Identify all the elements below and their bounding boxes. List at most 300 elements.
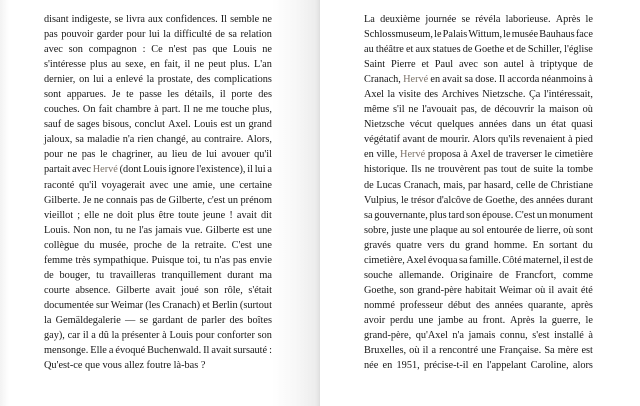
text-line xyxy=(364,208,593,223)
word: Française. xyxy=(499,345,542,357)
word: années xyxy=(536,194,565,206)
word: ne xyxy=(408,104,419,116)
word: celle xyxy=(516,179,536,191)
text-run: Qu'est-ce que vous allez foutre là-bas ? xyxy=(44,360,206,372)
word: avait xyxy=(442,74,463,86)
word: une xyxy=(257,239,272,251)
word: au xyxy=(191,134,202,146)
word: que xyxy=(212,44,228,56)
word: : xyxy=(269,345,272,357)
word: être xyxy=(158,209,175,221)
text-line xyxy=(44,268,272,283)
word: conclut xyxy=(134,119,165,131)
word: ne xyxy=(93,194,104,206)
word: garder xyxy=(96,29,124,41)
word: à xyxy=(463,149,468,161)
word: de xyxy=(473,194,483,206)
word: trouvèrent xyxy=(438,164,481,176)
word: peut xyxy=(208,59,226,71)
word: jamais xyxy=(155,224,183,236)
word: avant xyxy=(402,134,425,146)
word: du xyxy=(582,239,593,251)
word: allemande. xyxy=(399,269,444,281)
word: sont xyxy=(575,224,593,236)
text-line xyxy=(44,102,272,117)
word: en xyxy=(364,149,374,161)
word: une xyxy=(418,314,434,326)
word: couches. xyxy=(44,104,80,116)
word: quatre xyxy=(396,239,422,251)
word: connais xyxy=(106,194,138,206)
text-line xyxy=(44,298,272,313)
word: cimetière, xyxy=(364,254,405,266)
word: C'est xyxy=(231,239,252,251)
word: n'est xyxy=(168,44,187,56)
word: tu xyxy=(114,224,123,236)
word: Je xyxy=(111,89,121,101)
word: par xyxy=(468,179,482,191)
word: L'an xyxy=(254,59,272,71)
text-line xyxy=(44,223,272,238)
word: avec xyxy=(72,164,91,176)
word: indigeste, xyxy=(71,14,112,25)
word: prostate, xyxy=(157,74,193,86)
text-line xyxy=(364,12,593,27)
word: de xyxy=(538,179,548,191)
word: Goethe, xyxy=(485,194,518,206)
word: cimetière xyxy=(554,149,593,161)
text-line xyxy=(44,42,272,57)
word: grand xyxy=(465,239,489,251)
word: est xyxy=(570,254,582,266)
word: le xyxy=(434,29,442,41)
word: il xyxy=(184,59,191,71)
word: est xyxy=(220,119,232,131)
word: état xyxy=(551,119,567,131)
word: le xyxy=(585,314,593,326)
word: au xyxy=(460,224,470,236)
word: chagriner, xyxy=(111,149,153,161)
word: n'as xyxy=(214,254,230,266)
word: Schiller, xyxy=(527,44,563,56)
word: son xyxy=(483,59,498,71)
word: avait xyxy=(236,209,257,221)
word: comme xyxy=(562,269,593,281)
word: prénom xyxy=(240,194,272,206)
word: qu'il xyxy=(78,179,97,191)
word: La xyxy=(364,14,375,25)
word: l'as xyxy=(138,224,153,236)
word: dit xyxy=(261,209,272,221)
word: maison xyxy=(549,104,579,116)
word: a xyxy=(267,164,272,176)
word: partait xyxy=(44,164,71,176)
word: pas, xyxy=(460,104,478,116)
word: à xyxy=(162,329,167,341)
word: les xyxy=(167,89,179,101)
word: Gilberte xyxy=(205,224,240,236)
word: l'existence), xyxy=(196,164,246,176)
word: nommé xyxy=(364,299,395,311)
word: lui xyxy=(254,164,266,176)
word: entourée xyxy=(486,224,523,236)
word: revenaient xyxy=(522,134,566,146)
word: Axel xyxy=(406,254,427,266)
word: musée, xyxy=(99,239,129,251)
word: tu xyxy=(203,254,212,266)
word: habitait xyxy=(465,284,496,296)
word: Non xyxy=(73,224,91,236)
word: traverser xyxy=(505,149,542,161)
word: de xyxy=(520,164,531,176)
text-line xyxy=(44,147,272,162)
word: Christiane xyxy=(550,179,593,191)
word: grand xyxy=(248,119,272,131)
text-line xyxy=(44,162,272,177)
word: Weimar xyxy=(499,284,532,296)
word: gouvernante, xyxy=(374,209,428,221)
word: il xyxy=(563,254,569,266)
right-page[interactable] xyxy=(320,0,640,406)
word: ne xyxy=(103,209,114,221)
word: boîtes xyxy=(247,314,272,326)
text-line xyxy=(364,27,593,42)
word: de xyxy=(64,119,75,131)
word: ignore xyxy=(168,164,195,176)
word: sont xyxy=(44,89,62,101)
word: Goethe xyxy=(474,44,505,56)
word: le xyxy=(503,29,511,41)
word: Ça xyxy=(528,89,541,101)
word: rencontré xyxy=(439,345,479,357)
word: mais, xyxy=(443,179,466,191)
word: son xyxy=(466,209,481,221)
word: le xyxy=(585,14,593,25)
word: il xyxy=(548,284,555,296)
word: il xyxy=(82,329,89,341)
word: Cranach, xyxy=(364,74,401,86)
word: pour xyxy=(44,149,63,161)
word: Lucas xyxy=(376,179,402,191)
word: envie xyxy=(249,254,272,266)
word: installé xyxy=(554,329,584,341)
right-page-text xyxy=(364,12,593,373)
word: la xyxy=(387,89,395,101)
word: contraire. xyxy=(204,134,244,146)
word: souche xyxy=(364,269,393,281)
text-line xyxy=(364,117,593,132)
text-line xyxy=(44,238,272,253)
word: bouger, xyxy=(59,269,91,281)
word: alors xyxy=(572,360,593,372)
word: de xyxy=(427,134,438,146)
word: rôle, xyxy=(224,284,243,296)
word: des xyxy=(520,194,534,206)
word: Gilberte, xyxy=(168,194,205,206)
word: non, xyxy=(93,224,112,236)
word: ne xyxy=(194,59,205,71)
word: s'il xyxy=(393,104,405,116)
word: sortant xyxy=(549,239,578,251)
word: même xyxy=(364,104,390,116)
word: grand-père, xyxy=(364,329,412,341)
word: parler xyxy=(201,314,226,326)
word: sa xyxy=(459,254,468,266)
word: Pierre xyxy=(391,59,416,71)
word: passe xyxy=(139,89,162,101)
word: jeune xyxy=(202,209,226,221)
word: avoir xyxy=(364,314,386,326)
character-name-highlight: Hervé xyxy=(400,149,426,161)
character-name-highlight: Hervé xyxy=(92,164,118,176)
word: présenter xyxy=(121,329,160,341)
word: Francfort, xyxy=(515,269,557,281)
word: lierre, xyxy=(536,224,561,236)
word: évoqué xyxy=(115,345,146,357)
word: gardant xyxy=(152,314,184,326)
word: chambre xyxy=(115,104,151,116)
word: sympathique. xyxy=(93,254,149,266)
word: Il xyxy=(498,74,506,86)
word: du xyxy=(449,239,460,251)
text-line xyxy=(364,328,593,343)
word: professeur xyxy=(400,299,443,311)
word: visite xyxy=(398,89,421,101)
word: mère xyxy=(557,345,579,357)
word: quarante, xyxy=(528,299,567,311)
character-name-highlight: Hervé xyxy=(403,74,429,86)
word: à xyxy=(568,134,573,146)
word: pas xyxy=(192,44,207,56)
word: maternel, xyxy=(523,254,562,266)
word: mensonge. xyxy=(44,345,89,357)
word: une xyxy=(219,179,235,191)
word: été xyxy=(580,284,593,296)
word: une xyxy=(481,345,497,357)
word: de xyxy=(364,179,374,191)
word: avait xyxy=(155,284,176,296)
word: n'a xyxy=(122,134,135,146)
word: au xyxy=(157,149,168,161)
word: de xyxy=(499,269,509,281)
word: s'intéresse xyxy=(44,59,86,71)
text-line xyxy=(364,72,593,87)
word: bisous, xyxy=(102,119,132,131)
word: très xyxy=(75,254,91,266)
word: néanmoins xyxy=(541,74,587,86)
word: pas xyxy=(140,194,154,206)
text-line xyxy=(364,283,593,298)
word: dose. xyxy=(475,74,497,86)
word: femme xyxy=(44,254,73,266)
word: proposa xyxy=(427,149,461,161)
word: de xyxy=(187,314,198,326)
word: Côté xyxy=(502,254,522,266)
word: détails, xyxy=(184,89,215,101)
word: sa xyxy=(228,29,237,41)
text-line xyxy=(44,27,272,42)
word: on xyxy=(79,74,90,86)
word: jaloux, xyxy=(44,134,73,146)
text-line xyxy=(44,283,272,298)
word: se xyxy=(139,314,149,326)
text-line xyxy=(44,132,272,147)
word: se xyxy=(114,14,124,25)
word: maladie xyxy=(87,134,120,146)
text-line xyxy=(44,208,272,223)
word: changé, xyxy=(156,134,189,146)
word: ne xyxy=(424,164,435,176)
word: vieillot xyxy=(44,209,74,221)
word: sursauté xyxy=(233,345,268,357)
word: Weimar xyxy=(110,299,144,311)
word: années xyxy=(478,119,507,131)
word: a xyxy=(91,329,96,341)
word: confidences. xyxy=(165,14,218,25)
word: conforter xyxy=(217,329,255,341)
word: Axel xyxy=(364,89,385,101)
word: s'est xyxy=(532,329,550,341)
word: la xyxy=(539,314,547,326)
word: Axel xyxy=(470,149,491,161)
word: Wittum, xyxy=(468,29,503,41)
word: plus. xyxy=(230,59,250,71)
word: fait, xyxy=(164,59,181,71)
word: a xyxy=(107,74,113,86)
text-line xyxy=(364,178,593,193)
word: pas xyxy=(81,149,96,161)
text-line xyxy=(364,147,593,162)
text-line xyxy=(364,132,593,147)
word: plus xyxy=(137,209,155,221)
word: grand-père xyxy=(417,284,462,296)
word: voyagerait xyxy=(101,179,145,191)
word: touche xyxy=(221,104,250,116)
word: proche xyxy=(133,239,162,251)
word: ma xyxy=(259,269,272,281)
word: jambe xyxy=(438,314,464,326)
word: pour xyxy=(126,29,146,41)
word: une xyxy=(257,224,272,236)
word: Louis xyxy=(232,44,257,56)
word: toi, xyxy=(187,254,201,266)
word: d'alcôve xyxy=(436,194,471,206)
word: Elle xyxy=(90,345,107,357)
word: le xyxy=(544,149,552,161)
word: Alors xyxy=(472,134,496,146)
text-line xyxy=(44,313,272,328)
word: juste xyxy=(391,224,411,236)
word: la xyxy=(44,314,52,326)
word: à xyxy=(154,104,159,116)
text-line xyxy=(364,223,593,238)
word: à xyxy=(588,329,593,341)
word: de xyxy=(524,224,535,236)
word: durant xyxy=(227,269,254,281)
word: l'appelant xyxy=(486,360,527,372)
text-line xyxy=(44,87,272,102)
word: Il xyxy=(203,345,210,357)
word: son xyxy=(399,284,414,296)
word: plaque xyxy=(430,224,458,236)
word: difficulté xyxy=(174,29,212,41)
word: documentée xyxy=(44,299,94,311)
word: la xyxy=(556,164,564,176)
word: ne xyxy=(192,104,203,116)
text-line xyxy=(44,253,272,268)
word: des xyxy=(196,74,211,86)
word: vue. xyxy=(185,224,203,236)
word: sa xyxy=(364,209,373,221)
word: collègue xyxy=(44,239,79,251)
word: épouse. xyxy=(482,209,514,221)
word: de xyxy=(462,44,473,56)
word: Je xyxy=(82,194,92,206)
word: il xyxy=(247,164,253,176)
word: accorda xyxy=(507,74,540,86)
word: son xyxy=(68,44,83,56)
word: Paul xyxy=(434,59,454,71)
word: ne xyxy=(262,14,272,25)
word: en xyxy=(150,59,160,71)
word: aux xyxy=(148,14,163,25)
text-line xyxy=(364,193,593,208)
word: dans xyxy=(511,119,531,131)
word: il xyxy=(422,345,429,357)
word: qu'Axel xyxy=(415,329,448,341)
text-line xyxy=(364,343,593,358)
text-line xyxy=(364,102,593,117)
word: disant xyxy=(44,14,69,25)
word: ; xyxy=(77,209,81,221)
word: Louis xyxy=(169,329,193,341)
word: statues xyxy=(432,44,461,56)
word: amie, xyxy=(192,179,216,191)
word: un xyxy=(235,119,246,131)
word: compagnon xyxy=(88,44,137,56)
word: me xyxy=(205,104,219,116)
text-line xyxy=(364,298,593,313)
word: ne xyxy=(126,224,136,236)
text-line xyxy=(364,238,593,253)
word: C'est xyxy=(515,209,536,221)
word: pour xyxy=(195,329,215,341)
word: joué xyxy=(180,284,199,296)
word: avait xyxy=(211,345,232,357)
word: et xyxy=(506,44,514,56)
text-line xyxy=(364,313,593,328)
text-line xyxy=(44,57,272,72)
word: Louis. xyxy=(44,224,71,236)
text-line xyxy=(364,268,593,283)
word: à xyxy=(529,59,535,71)
word: Après xyxy=(510,314,535,326)
word: connu, xyxy=(499,329,528,341)
word: ! xyxy=(229,209,233,221)
word: la xyxy=(146,74,155,86)
text-line xyxy=(44,358,272,373)
word: Bruxelles, xyxy=(364,345,407,357)
word: laborieuse. xyxy=(505,14,551,25)
word: Puisque xyxy=(151,254,185,266)
text-line xyxy=(44,193,272,208)
word: plus xyxy=(429,209,447,221)
text-line xyxy=(364,57,593,72)
word: sexe, xyxy=(125,59,147,71)
word: découvrir xyxy=(494,104,534,116)
text-line xyxy=(44,117,272,132)
left-page-text xyxy=(44,12,272,373)
